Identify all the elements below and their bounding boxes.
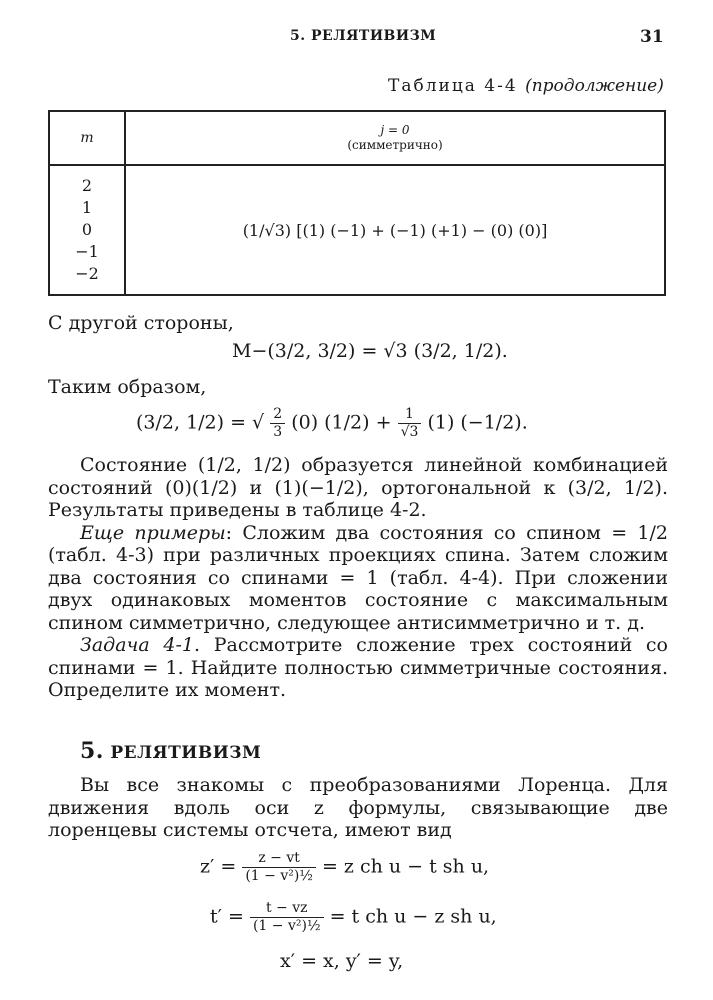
paragraph-other-side: С другой стороны, bbox=[48, 312, 234, 334]
formula-combination-left: (3/2, 1/2) = √ bbox=[136, 411, 265, 434]
fraction-two-thirds: $\frac{2}{3}$ bbox=[270, 406, 285, 441]
table-caption bbox=[388, 76, 664, 96]
fraction-z: $\frac{z - vt}{\text{(1 − v²)½}}$ bbox=[242, 850, 316, 885]
section-heading bbox=[80, 738, 261, 764]
equation-z-prime: z′ = $\frac{z - vt}{\text{(1 − v²)½}}$ = z ch u − t sh u, bbox=[200, 850, 490, 884]
running-head: 5. РЕЛЯТИВИЗМ bbox=[290, 28, 437, 44]
paragraph-problem: Задача 4-1. Рассмотрите сложение трех состояний со спинами = 1. Найдите полностью симметричные состояния. Определите их момент. bbox=[48, 634, 669, 701]
column-header-m: m bbox=[49, 111, 125, 165]
m-value: 2 bbox=[81, 176, 93, 195]
section-title: РЕЛЯТИВИЗМ bbox=[110, 743, 262, 763]
paragraph-state: Состояние (1/2, 1/2) образуется линейной комбинацией состояний (0)(1/2) и (1)(−1/2), ортогональной к (3/2, 1/2). Результаты приведены в таблице 4-2. bbox=[48, 454, 668, 521]
m-values-cell bbox=[49, 165, 125, 295]
state-expression: (1/√3) [(1) (−1) + (−1) (+1) − (0) (0)] bbox=[242, 220, 548, 240]
equation-t-prime: t′ = $\frac{t - vz}{\text{(1 − v²)½}}$ = t ch u − z sh u, bbox=[210, 900, 497, 934]
examples-label: Еще примеры bbox=[80, 521, 226, 544]
m-value: 1 bbox=[81, 198, 93, 217]
fraction-one-over-root3: $\frac{1}{√3}$ bbox=[398, 406, 422, 441]
paragraph-lorentz: Вы все знакомы с преобразованиями Лоренца. Для движения вдоль оси z формулы, связывающие две лоренцевы системы отсчета, имеют вид bbox=[48, 774, 668, 841]
equation-xy: x′ = x, y′ = y, bbox=[280, 950, 404, 972]
paragraph-thus: Таким образом, bbox=[48, 376, 207, 398]
m-value: −1 bbox=[75, 242, 99, 261]
table-caption-label: Таблица 4-4 bbox=[388, 76, 518, 96]
problem-label: Задача 4-1 bbox=[80, 634, 194, 656]
column-header-j bbox=[125, 111, 665, 165]
fraction-t: $\frac{t - vz}{\text{(1 − v²)½}}$ bbox=[250, 900, 324, 935]
table-caption-note: (продолжение) bbox=[525, 76, 664, 96]
page-number: 31 bbox=[640, 27, 664, 47]
section-number: 5. bbox=[80, 738, 104, 764]
m-value: 0 bbox=[81, 220, 93, 239]
formula-combination-mid: (0) (1/2) + bbox=[291, 411, 392, 434]
paragraph-examples: Еще примеры: Сложим два состояния со спином = 1/2 (табл. 4-3) при различных проекциях спина. Затем сложим два состояния со спинами = 1 (табл. 4-4). При сложении двух одинаковых моментов состояние с максимальным спином симметрично, следующее антисимметрично и т. д. bbox=[48, 521, 668, 634]
body-text-block bbox=[48, 454, 668, 702]
formula-combination-right: (1) (−1/2). bbox=[427, 411, 528, 434]
column-header-j-line1: j = 0 bbox=[380, 123, 410, 137]
formula-lowering: M−(3/2, 3/2) = √3 (3/2, 1/2). bbox=[232, 340, 508, 362]
m-value: −2 bbox=[75, 264, 99, 283]
section-intro bbox=[48, 774, 668, 842]
spin-table bbox=[48, 110, 666, 296]
formula-combination bbox=[136, 406, 528, 441]
column-header-j-line2: (симметрично) bbox=[347, 138, 443, 152]
